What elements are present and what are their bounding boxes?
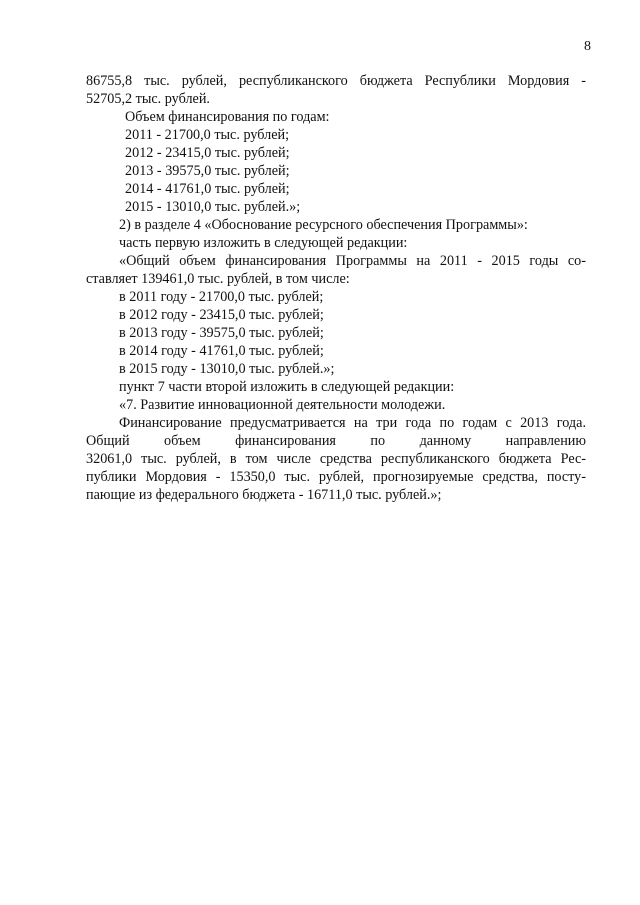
text-line-6: 2013 - 39575,0 тыс. рублей; bbox=[125, 163, 290, 179]
text-line-24: пающие из федерального бюджета - 16711,0 тыс. рублей.»; bbox=[86, 487, 442, 503]
text-line-12: ставляет 139461,0 тыс. рублей, в том числе: bbox=[86, 271, 350, 287]
text-line-7: 2014 - 41761,0 тыс. рублей; bbox=[125, 181, 290, 197]
text-line-5: 2012 - 23415,0 тыс. рублей; bbox=[125, 145, 290, 161]
text-line-18: пункт 7 части второй изложить в следующей редакции: bbox=[119, 379, 455, 395]
text-line-14: в 2012 году - 23415,0 тыс. рублей; bbox=[119, 307, 324, 323]
page-number: 8 bbox=[584, 39, 591, 54]
text-line-16: в 2014 году - 41761,0 тыс. рублей; bbox=[119, 343, 324, 359]
text-line-22: 32061,0 тыс. рублей, в том числе средства республиканского бюджета Рес- bbox=[86, 451, 586, 467]
text-line-17: в 2015 году - 13010,0 тыс. рублей.»; bbox=[119, 361, 335, 377]
text-line-1: 86755,8 тыс. рублей, республиканского бюджета Республики Мордовия - bbox=[86, 73, 586, 89]
text-line-2: 52705,2 тыс. рублей. bbox=[86, 91, 210, 107]
text-line-15: в 2013 году - 39575,0 тыс. рублей; bbox=[119, 325, 324, 341]
text-line-23: публики Мордовия - 15350,0 тыс. рублей, прогнозируемые средства, посту- bbox=[86, 469, 586, 485]
text-line-20: Финансирование предусматривается на три года по годам с 2013 года. bbox=[119, 415, 586, 431]
text-line-8: 2015 - 13010,0 тыс. рублей.»; bbox=[125, 199, 301, 215]
text-line-13: в 2011 году - 21700,0 тыс. рублей; bbox=[119, 289, 324, 305]
text-line-9: 2) в разделе 4 «Обоснование ресурсного обеспечения Программы»: bbox=[119, 217, 528, 233]
text-line-19: «7. Развитие инновационной деятельности молодежи. bbox=[119, 397, 446, 413]
text-line-3: Объем финансирования по годам: bbox=[125, 109, 330, 125]
text-line-10: часть первую изложить в следующей редакции: bbox=[119, 235, 408, 251]
text-line-4: 2011 - 21700,0 тыс. рублей; bbox=[125, 127, 290, 143]
text-line-11: «Общий объем финансирования Программы на 2011 - 2015 годы со- bbox=[119, 253, 586, 269]
text-line-21: Общий объем финансирования по данному направлению bbox=[86, 433, 586, 449]
